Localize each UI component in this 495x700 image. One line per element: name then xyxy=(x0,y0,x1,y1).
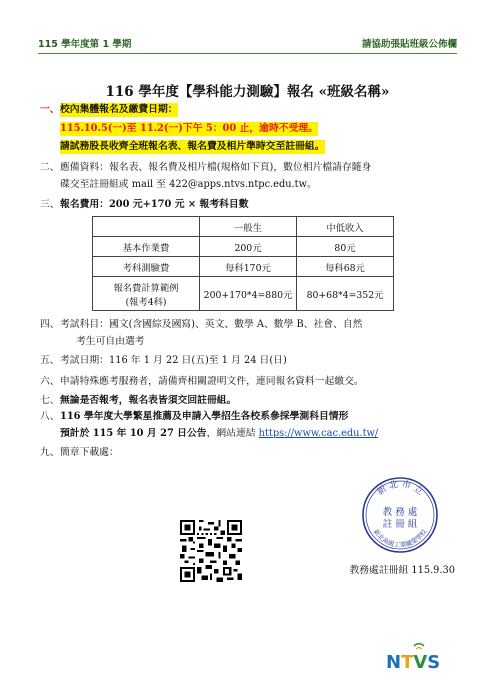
required-docs-line2: 碟交至註冊組或 mail 至 422@apps.ntvs.ntpc.edu.tw。 xyxy=(60,179,317,190)
required-docs-line1: 應備資料：報名表、報名費及相片檔(規格如下頁)，數位相片檔請存隨身 xyxy=(60,162,372,173)
cell-low-income: 80元 xyxy=(297,237,394,257)
table-row xyxy=(93,277,394,311)
svg-text:新 北 市 立 xyxy=(374,478,425,498)
section-7-number: 七、 xyxy=(40,395,60,406)
exam-subjects-note: 考生可自由選考 xyxy=(76,336,145,347)
registration-deadline: 115.10.5(一)至 11.2(一)下午 5：00 止，逾時不受理。 xyxy=(60,123,318,134)
return-form-note: 無論是否報考，報名表皆須交回註冊組。 xyxy=(60,395,237,406)
cell-low-income: 每科68元 xyxy=(297,257,394,277)
fee-table-header-blank xyxy=(93,217,200,237)
notice-label: 請協助張貼班級公佈欄 xyxy=(361,39,457,50)
semester-label: 115 學年度第 1 學期 xyxy=(38,39,132,50)
announcement-date-line xyxy=(60,427,378,441)
stamp-lower-text: 註 冊 組 xyxy=(382,519,418,530)
header-divider xyxy=(38,53,457,54)
fee-table xyxy=(92,216,394,311)
cell-low-income: 80+68*4=352元 xyxy=(297,277,394,311)
row-label xyxy=(93,277,200,311)
stamp-top-text: 新 北 市 立 xyxy=(375,479,425,498)
logo-text: NTVS xyxy=(386,652,441,672)
issuer-footer: 教務處註冊組 115.9.30 xyxy=(349,565,455,576)
exam-dates: 考試日期：116 年 1 月 22 日(五)至 1 月 24 日(日) xyxy=(60,355,287,366)
section-6-number: 六、 xyxy=(40,376,60,387)
table-row xyxy=(93,257,394,277)
section-8-number: 八、 xyxy=(40,411,60,422)
stamp-bottom-text: 新北高級工業職業學校 xyxy=(371,527,429,550)
row-label: 考科測驗費 xyxy=(93,257,200,277)
section-4-number: 四、 xyxy=(40,319,60,330)
table-row xyxy=(93,237,394,257)
stamp-middle-text: 教 務 處 xyxy=(382,507,418,518)
qr-code[interactable] xyxy=(180,520,242,582)
section-3-number: 三、 xyxy=(40,199,60,210)
cell-general: 每科170元 xyxy=(200,257,297,277)
row-label-line2: (報考4科) xyxy=(125,296,167,308)
fee-table-header-general: 一般生 xyxy=(200,217,297,237)
special-service-note: 申請特殊應考服務者，請備齊相關證明文件，連同報名資料一起繳交。 xyxy=(60,376,364,387)
page-header xyxy=(38,36,457,52)
cell-general: 200+170*4=880元 xyxy=(200,277,297,311)
admission-announcement: 116 學年度大學繁星推薦及申請入學招生各校系參採學測科目情形 xyxy=(60,411,349,422)
section-1-note: 請試務股長收齊全班報名表、報名費及相片準時交至註冊組。 xyxy=(60,141,325,152)
section-9-number: 九、 xyxy=(40,447,60,458)
row-label: 基本作業費 xyxy=(93,237,200,257)
exam-subjects: 考試科目：國文(含國綜及國寫)、英文、數學 A、數學 B、社會、自然 xyxy=(60,319,363,330)
row-label-line1: 報名費計算範例 xyxy=(113,282,179,294)
download-label: 簡章下載處： xyxy=(60,447,119,458)
ntvs-logo xyxy=(384,642,456,672)
section-1-number: 一、 xyxy=(40,104,60,115)
section-5-number: 五、 xyxy=(40,355,60,366)
announcement-date: 預計於 115 年 10 月 27 日公告 xyxy=(60,428,207,439)
page-title: 116 學年度【學科能力測驗】報名 «班級名稱» xyxy=(105,84,390,100)
fee-formula: 報名費用：200 元+170 元 × 報考科目數 xyxy=(60,199,249,210)
section-1-heading: 校內集體報名及繳費日期： xyxy=(60,104,178,115)
official-stamp xyxy=(360,475,440,555)
cac-website-link[interactable]: https://www.cac.edu.tw/ xyxy=(258,428,379,439)
fee-table-header-low-income: 中低收入 xyxy=(297,217,394,237)
link-intro: ，網站連結 xyxy=(206,428,259,439)
section-2-number: 二、 xyxy=(40,162,60,173)
cell-general: 200元 xyxy=(200,237,297,257)
